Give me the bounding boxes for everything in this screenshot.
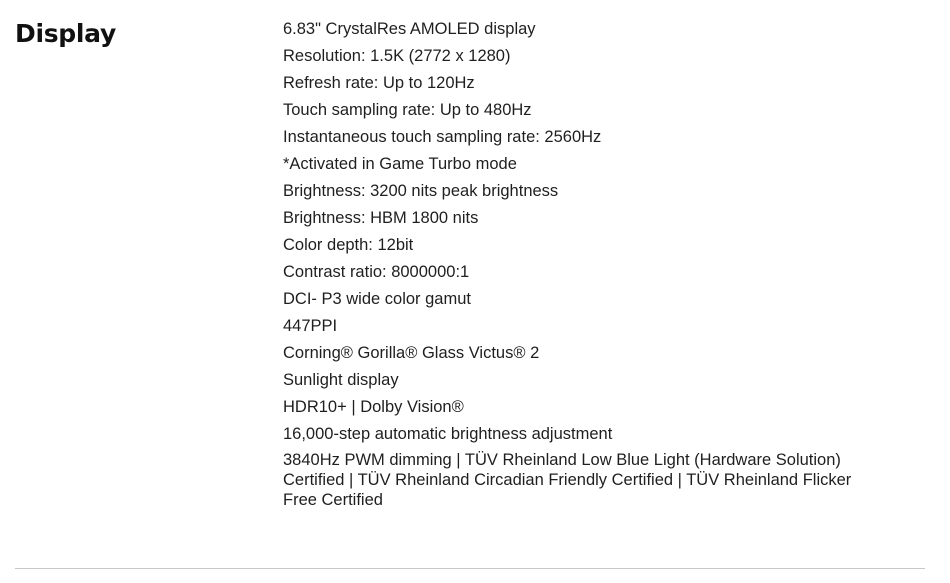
spec-item-sunlight-display: Sunlight display	[283, 371, 399, 389]
spec-item-refresh-rate: Refresh rate: Up to 120Hz	[283, 74, 475, 92]
spec-item-instant-touch-sampling: Instantaneous touch sampling rate: 2560Hz	[283, 128, 602, 146]
spec-item-glass: Corning® Gorilla® Glass Victus® 2	[283, 344, 540, 362]
spec-item-game-turbo-note: *Activated in Game Turbo mode	[283, 155, 517, 173]
spec-item-touch-sampling-rate: Touch sampling rate: Up to 480Hz	[283, 101, 532, 119]
spec-item-hdr: HDR10+ | Dolby Vision®	[283, 398, 464, 416]
spec-item-display-type: 6.83" CrystalRes AMOLED display	[283, 20, 536, 38]
section-title: Display	[15, 19, 116, 48]
section-divider	[15, 568, 925, 569]
spec-list	[283, 18, 863, 515]
spec-item-certifications: 3840Hz PWM dimming | TÜV Rheinland Low Blue Light (Hardware Solution) Certified | TÜV Rheinland Circadian Friendly Certified | TÜV Rheinland Flicker Free Certified	[283, 451, 852, 509]
spec-item-ppi: 447PPI	[283, 317, 338, 335]
spec-item-resolution: Resolution: 1.5K (2772 x 1280)	[283, 47, 511, 65]
spec-item-brightness-adjustment: 16,000-step automatic brightness adjustment	[283, 425, 613, 443]
spec-item-color-depth: Color depth: 12bit	[283, 236, 414, 254]
spec-item-contrast-ratio: Contrast ratio: 8000000:1	[283, 263, 470, 281]
spec-item-hbm-brightness: Brightness: HBM 1800 nits	[283, 209, 479, 227]
spec-item-peak-brightness: Brightness: 3200 nits peak brightness	[283, 182, 559, 200]
spec-item-color-gamut: DCI- P3 wide color gamut	[283, 290, 471, 308]
